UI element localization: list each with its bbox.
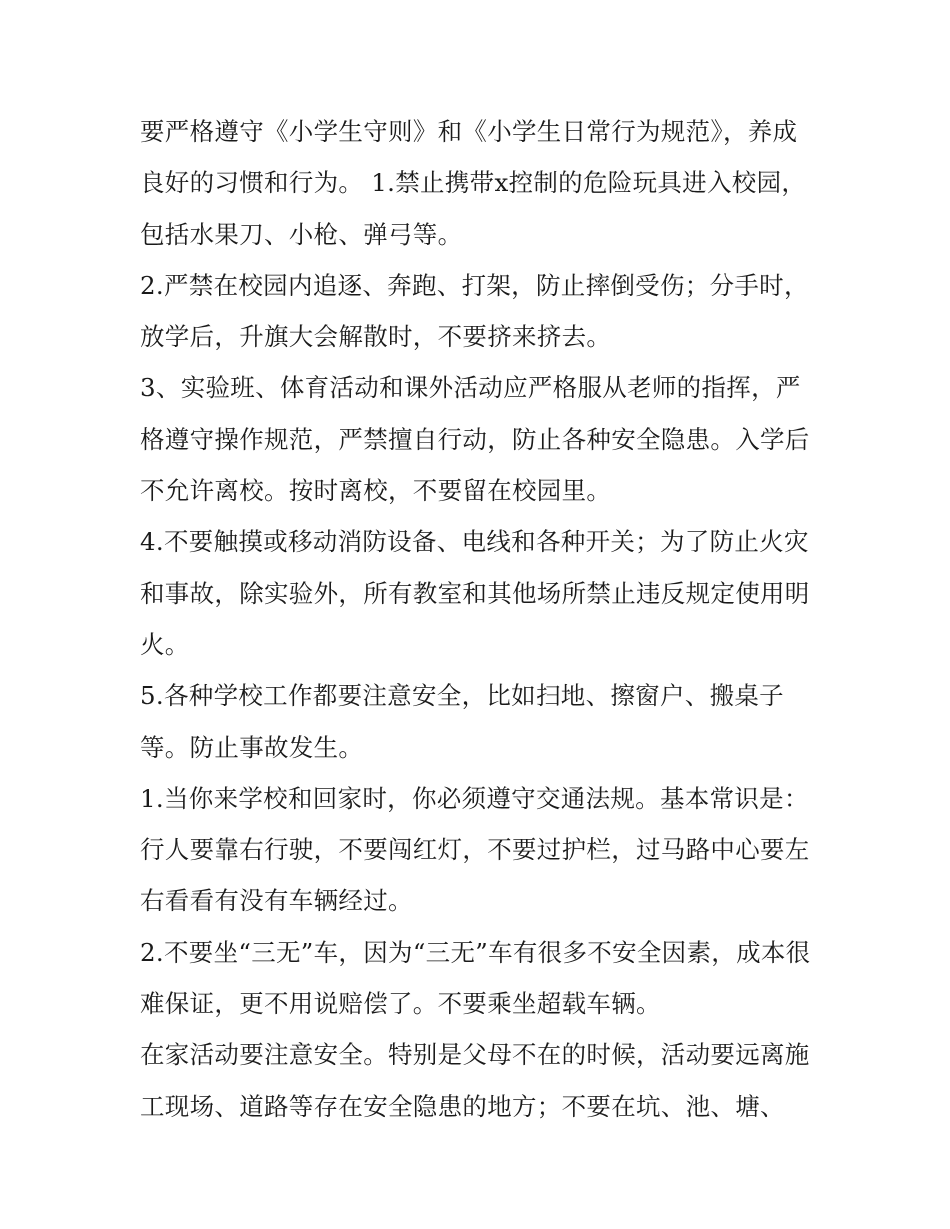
- text-line: 3、实验班、体育活动和课外活动应严格服从老师的指挥，严: [140, 373, 801, 403]
- text-line: 包括水果刀、小枪、弹弓等。: [140, 219, 463, 249]
- document-body: [140, 106, 820, 1132]
- text-line: 难保证，更不用说赔偿了。不要乘坐超载车辆。: [140, 989, 661, 1019]
- text-line: 2.不要坐“三无”车，因为“三无”车有很多不安全因素，成本很: [140, 937, 811, 967]
- text-line: 要严格遵守《小学生守则》和《小学生日常行为规范》，养成: [140, 117, 798, 146]
- text-line: 放学后，升旗大会解散时，不要挤来挤去。: [140, 322, 612, 352]
- text-line: 格遵守操作规范，严禁擅自行动，防止各种安全隐患。入学后: [140, 424, 810, 454]
- text-line: 4.不要触摸或移动消防设备、电线和各种开关；为了防止火灾: [140, 527, 809, 557]
- text-line: 和事故，除实验外，所有教室和其他场所禁止违反规定使用明: [140, 578, 810, 608]
- text-line: 行人要靠右行驶，不要闯红灯，不要过护栏，过马路中心要左: [140, 835, 810, 865]
- text-line: 等。防止事故发生。: [140, 732, 364, 762]
- text-line: 右看看有没有车辆经过。: [140, 886, 413, 916]
- text-line: 火。: [140, 629, 190, 659]
- text-line: 工现场、道路等存在安全隐患的地方；不要在坑、池、塘、: [140, 1091, 785, 1121]
- text-line: 2.严禁在校园内追逐、奔跑、打架，防止摔倒受伤；分手时，: [140, 270, 809, 300]
- text-line: 不允许离校。按时离校，不要留在校园里。: [140, 476, 612, 506]
- text-line: 在家活动要注意安全。特别是父母不在的时候，活动要远离施: [140, 1040, 810, 1070]
- text-line: 良好的习惯和行为。 1.禁止携带x控制的危险玩具进入校园，: [140, 168, 807, 198]
- text-line: 5.各种学校工作都要注意安全，比如扫地、擦窗户、搬桌子: [140, 681, 784, 711]
- text-line: 1.当你来学校和回家时，你必须遵守交通法规。基本常识是：: [140, 783, 809, 813]
